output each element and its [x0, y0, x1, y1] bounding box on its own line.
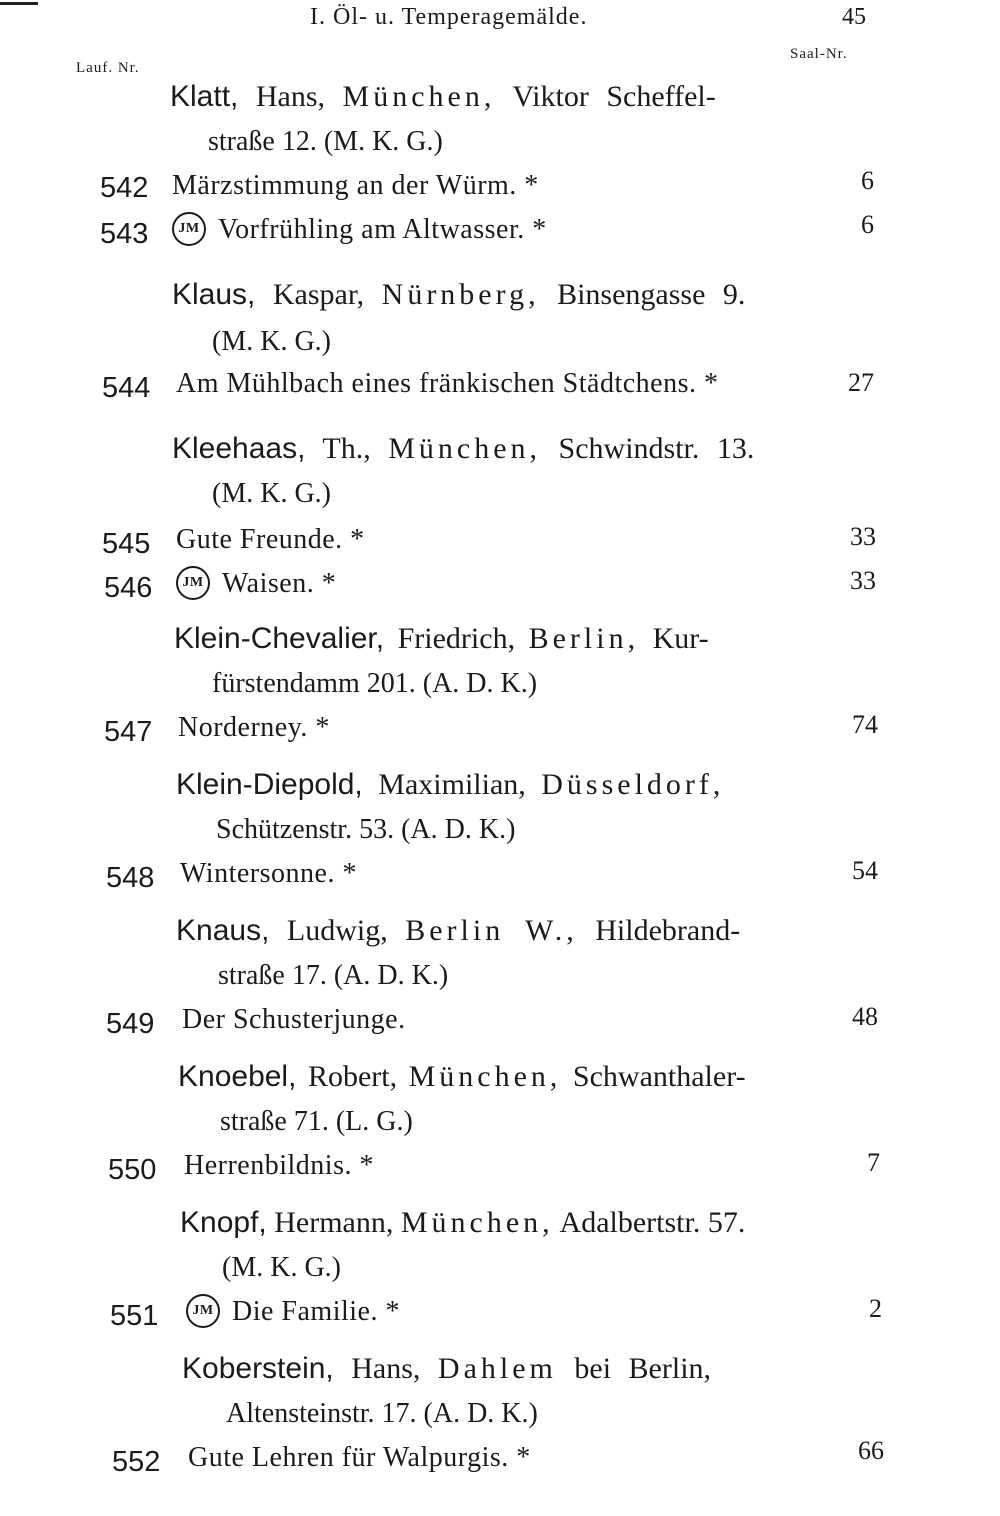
artist-name: Kleehaas,: [172, 432, 306, 465]
artist-address-line: straße 71. (L. G.): [220, 1106, 413, 1137]
column-label-lauf-nr: Lauf. Nr.: [76, 60, 140, 76]
catalog-number: 551: [110, 1300, 159, 1332]
room-number: 54: [852, 856, 878, 885]
room-number: 33: [850, 522, 876, 551]
jm-symbol-icon: JM: [172, 212, 206, 246]
room-number: 48: [852, 1002, 878, 1031]
artist-name: Klaus,: [172, 278, 256, 311]
artist-city: Berlin,: [528, 622, 640, 655]
artist-entry: [170, 80, 716, 114]
artwork-title: Gute Freunde. *: [176, 524, 365, 555]
artist-name: Klein-Diepold,: [176, 768, 363, 801]
room-number: 2: [869, 1294, 882, 1323]
artwork-title-row: [176, 568, 336, 603]
artist-name: Knoebel,: [178, 1060, 297, 1093]
artist-entry: [176, 768, 724, 802]
artwork-title: Wintersonne. *: [180, 858, 357, 889]
artwork-title-row: [186, 1296, 400, 1331]
artwork-title: Waisen. *: [222, 568, 337, 599]
page-header-title: I. Öl- u. Temperagemälde.: [310, 4, 588, 30]
artist-name: Knaus,: [176, 914, 270, 947]
corner-mark: [0, 2, 38, 5]
artist-city: Düsseldorf,: [541, 768, 725, 801]
artist-city: Berlin W.,: [405, 914, 578, 947]
artist-name: Klein-Chevalier,: [174, 622, 385, 655]
column-label-saal-nr: Saal-Nr.: [790, 46, 848, 62]
jm-symbol-icon: JM: [176, 566, 210, 600]
catalog-number: 548: [106, 862, 155, 894]
artist-entry: [182, 1352, 711, 1386]
artist-address: bei Berlin,: [574, 1352, 712, 1385]
room-number: 6: [861, 166, 874, 195]
artist-city: München,: [408, 1060, 562, 1093]
catalog-number: 547: [104, 716, 153, 748]
artist-address-line: straße 12. (M. K. G.): [208, 126, 443, 157]
artist-address: Hildebrand-: [595, 914, 741, 947]
artwork-title: Vorfrühling am Altwasser. *: [218, 214, 547, 245]
artist-given-name: Kaspar,: [272, 278, 365, 311]
artist-address: Viktor Scheffel-: [512, 80, 716, 113]
artist-given-name: Ludwig,: [286, 914, 388, 947]
artwork-title: Die Familie. *: [232, 1296, 400, 1327]
room-number: 74: [852, 710, 878, 739]
catalog-number: 552: [112, 1446, 161, 1478]
artist-address: Schwanthaler-: [572, 1060, 746, 1093]
jm-symbol-icon: JM: [186, 1294, 220, 1328]
artist-given-name: Hans,: [255, 80, 326, 113]
artist-entry: [178, 1060, 746, 1094]
artist-city: Nürnberg,: [381, 278, 540, 311]
artist-given-name: Hermann,: [274, 1206, 394, 1239]
catalog-number: 543: [100, 218, 149, 250]
artist-address-line: fürstendamm 201. (A. D. K.): [212, 668, 538, 699]
artist-address: Adalbertstr. 57.: [559, 1206, 746, 1239]
artist-entry: [172, 432, 754, 466]
artwork-title: Am Mühlbach eines fränkischen Städtchens. *: [176, 368, 719, 399]
artist-entry: [176, 914, 740, 948]
artist-address-line: (M. K. G.): [222, 1252, 341, 1283]
artist-city: München,: [400, 1206, 554, 1239]
page-number: 45: [842, 4, 866, 30]
artist-name: Knopf,: [180, 1206, 267, 1239]
artist-given-name: Th.,: [322, 432, 371, 465]
room-number: 27: [848, 368, 874, 397]
artist-entry: [180, 1206, 745, 1240]
catalog-number: 549: [106, 1008, 155, 1040]
catalog-number: 546: [104, 572, 153, 604]
artwork-title-row: [172, 214, 547, 249]
artist-entry: [174, 622, 709, 656]
room-number: 66: [858, 1436, 884, 1465]
catalog-number: 542: [100, 172, 149, 204]
artist-city: Dahlem: [437, 1352, 557, 1385]
artist-name: Klatt,: [170, 80, 239, 113]
room-number: 7: [867, 1148, 880, 1177]
artwork-title: Norderney. *: [178, 712, 330, 743]
artwork-title: Der Schusterjunge.: [182, 1004, 406, 1035]
room-number: 33: [850, 566, 876, 595]
artist-address-line: straße 17. (A. D. K.): [218, 960, 449, 991]
artist-name: Koberstein,: [182, 1352, 334, 1385]
artist-given-name: Maximilian,: [378, 768, 526, 801]
artist-address: Binsengasse 9.: [557, 278, 746, 311]
artist-city: München,: [342, 80, 496, 113]
artwork-title: Märzstimmung an der Würm. *: [172, 170, 539, 201]
artwork-title: Herrenbildnis. *: [184, 1150, 374, 1181]
artist-city: München,: [388, 432, 542, 465]
artist-given-name: Robert,: [307, 1060, 398, 1093]
artwork-title: Gute Lehren für Walpurgis. *: [188, 1442, 531, 1473]
artist-entry: [172, 278, 745, 312]
artist-address-line: (M. K. G.): [212, 478, 331, 509]
room-number: 6: [861, 210, 874, 239]
artist-address-line: Schützenstr. 53. (A. D. K.): [216, 814, 516, 845]
artist-address: Kur-: [652, 622, 709, 655]
artist-address-line: (M. K. G.): [212, 326, 331, 357]
artist-given-name: Friedrich,: [397, 622, 516, 655]
artist-address: Schwindstr. 13.: [558, 432, 755, 465]
catalog-number: 545: [102, 528, 151, 560]
artist-address-line: Altensteinstr. 17. (A. D. K.): [226, 1398, 538, 1429]
artist-given-name: Hans,: [351, 1352, 421, 1385]
catalog-number: 550: [108, 1154, 157, 1186]
catalog-number: 544: [102, 372, 151, 404]
